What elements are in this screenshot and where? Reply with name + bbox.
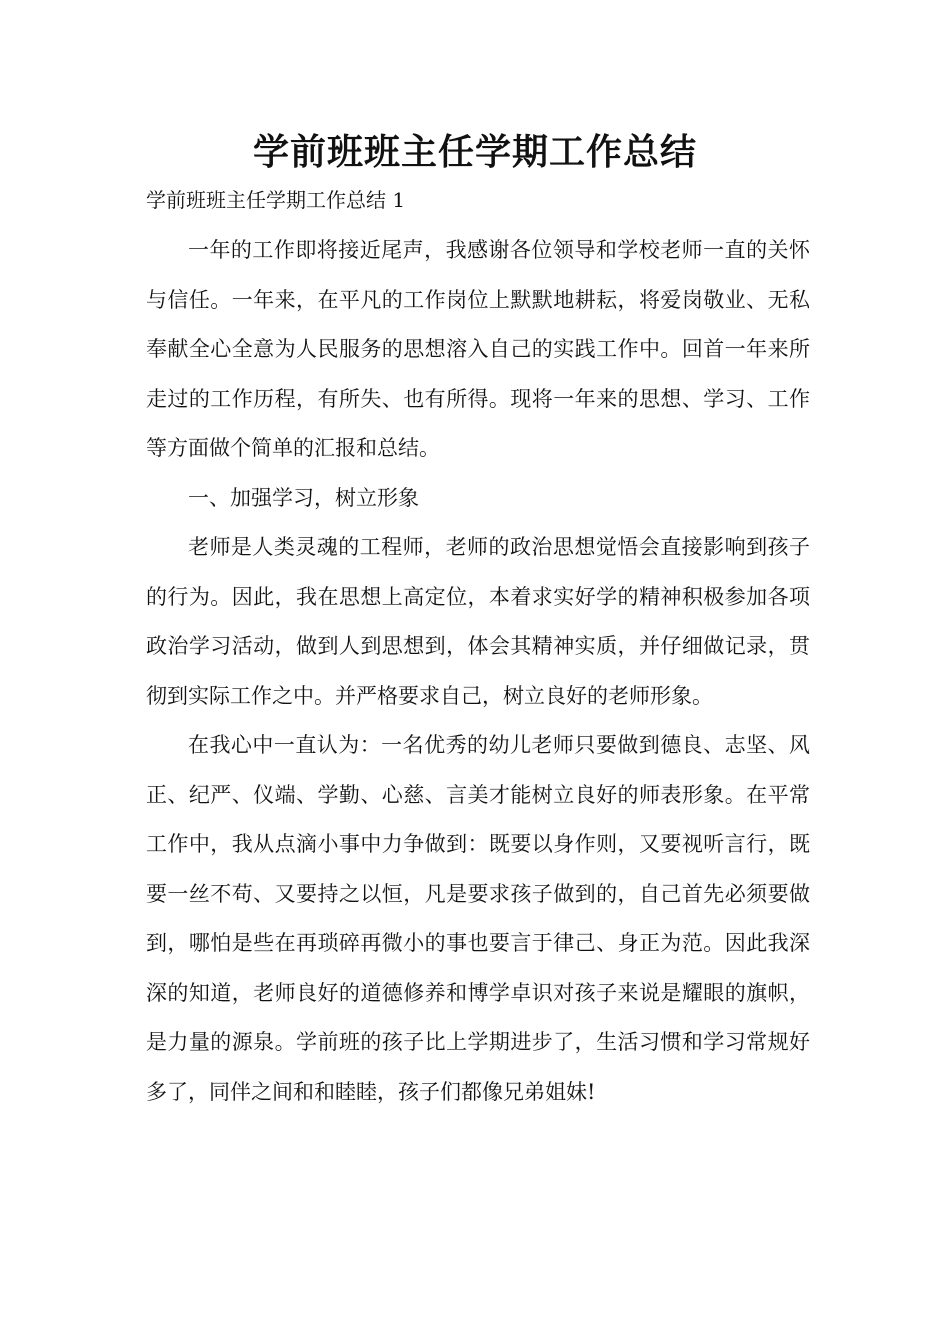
document-body <box>146 226 810 1117</box>
paragraph-teacher-role: 老师是人类灵魂的工程师，老师的政治思想觉悟会直接影响到孩子的行为。因此，我在思想上高定位，本着求实好学的精神积极参加各项政治学习活动，做到人到思想到，体会其精神实质，并仔细做记录，贯彻到实际工作之中。并严格要求自己，树立良好的老师形象。 <box>146 535 810 708</box>
document-title: 学前班班主任学期工作总结 <box>252 131 697 173</box>
document-subtitle: 学前班班主任学期工作总结 1 <box>146 188 406 212</box>
paragraph-intro: 一年的工作即将接近尾声，我感谢各位领导和学校老师一直的关怀与信任。一年来，在平凡的工作岗位上默默地耕耘，将爱岗敬业、无私奉献全心全意为人民服务的思想溶入自己的实践工作中。回首一年来所走过的工作历程，有所失、也有所得。现将一年来的思想、学习、工作等方面做个简单的汇报和总结。 <box>146 238 810 460</box>
paragraph-teacher-image: 在我心中一直认为：一名优秀的幼儿老师只要做到德良、志坚、风正、纪严、仪端、学勤、心慈、言美才能树立良好的师表形象。在平常工作中，我从点滴小事中力争做到：既要以身作则，又要视听言行，既要一丝不苟、又要持之以恒，凡是要求孩子做到的，自己首先必须要做到，哪怕是些在再琐碎再微小的事也要言于律己、身正为范。因此我深深的知道，老师良好的道德修养和博学卓识对孩子来说是耀眼的旗帜，是力量的源泉。学前班的孩子比上学期进步了，生活习惯和学习常规好多了，同伴之间和和睦睦，孩子们都像兄弟姐妹! <box>146 733 810 1104</box>
section-heading-1: 一、加强学习，树立形象 <box>188 485 419 510</box>
